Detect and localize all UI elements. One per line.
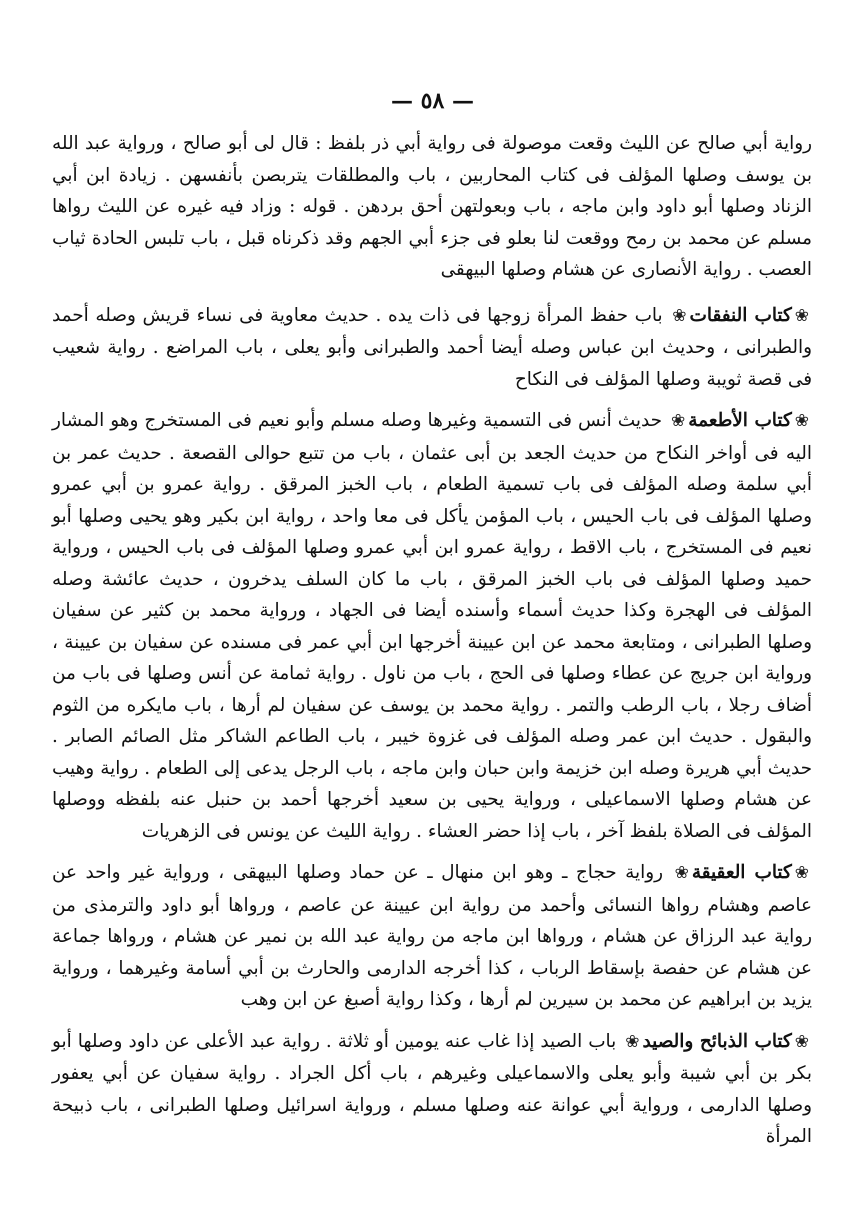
section-title: كتاب الذبائح والصيد: [642, 1030, 792, 1052]
ornament-icon: ❀: [794, 411, 809, 431]
ornament-icon: ❀: [625, 1031, 640, 1052]
ornament-icon: ❀: [672, 305, 687, 326]
ornament-icon: ❀: [794, 1031, 809, 1052]
section-title: كتاب العقيقة: [691, 862, 792, 883]
section-title: كتاب النفقات: [689, 304, 792, 326]
paragraph-book-dhabaih: [52, 1026, 812, 1153]
ornament-icon: ❀: [674, 863, 689, 883]
paragraph-continuation: [52, 128, 812, 286]
paragraph-text: حديث أنس فى التسمية وغيرها وصله مسلم وأبو نعيم فى المستخرج وهو المشار اليه فى أواخر النكاح من حديث الجعد بن أبى عثمان ، باب من تتبع حوالى القصعة . حديث عمر بن أبي سلمة وصله المؤلف فى باب تسمية الطعام ، باب الخبز المرقق . رواية عمرو بن أبي عمرو وصلها المؤلف فى باب الحيس ، باب المؤمن يأكل فى معا واحد ، رواية ابن بكير وهو يحيى وصلها أبو نعيم فى المستخرج ، باب الاقط ، رواية عمرو ابن أبي عمرو وصلها المؤلف فى باب الحيس ، ورواية حميد وصلها المؤلف فى باب الخبز المرقق ، باب ما كان السلف يدخرون ، حديث عائشة وصله المؤلف فى الهجرة وكذا حديث أسماء وأسنده أيضا فى الجهاد ، ورواية محمد بن كثير عن سفيان وصلها الطبرانى ، ومتابعة محمد عن ابن عيينة أخرجها ابن أبي عمر فى مسنده عن سفيان بن عيينة ، ورواية ابن جريج عن عطاء وصلها فى الحج ، باب من ناول . رواية ثمامة عن أنس وصلها فى باب من أضاف رجلا ، باب الرطب والتمر . رواية محمد بن يوسف عن سفيان لم أرها ، باب مايكره من الثوم والبقول . حديث ابن عمر وصله المؤلف فى غزوة خيبر ، باب الطاعم الشاكر مثل الصائم الصابر . حديث أبي هريرة وصله ابن خزيمة وابن حبان وابن ماجه ، باب الرجل يدعى إلى الطعام . رواية وهيب عن هشام وصلها الاسماعيلى ، ورواية يحيى بن سعيد أخرجها أحمد بن حنبل عنه بلفظه ووصلها المؤلف فى الصلاة بلفظ آخر ، باب إذا حضر العشاء . رواية الليث عن يونس فى الزهريات: [52, 410, 812, 842]
paragraph-text: باب الصيد إذا غاب عنه يومين أو ثلاثة . رواية عبد الأعلى عن داود وصلها أبو بكر بن أبي شيبة وأبو يعلى والاسماعيلى وغيرهم ، باب أكل الجراد . رواية سفيان عن أبي يعفور وصلها الدارمى ، ورواية أبي عوانة عنه وصلها مسلم ، ورواية اسرائيل وصلها الطبرانى ، باب ذبيحة المرأة: [52, 1030, 812, 1147]
paragraph-text: باب حفظ المرأة زوجها فى ذات يده . حديث معاوية فى نساء قريش وصله أحمد والطبرانى ، وحديث ابن عباس وصله أيضا أحمد والطبرانى وأبو يعلى ، باب المراضع . رواية شعيب فى قصة ثويبة وصلها المؤلف فى النكاح: [52, 304, 812, 390]
section-title: كتاب الأطعمة: [688, 410, 792, 431]
text-body: [52, 128, 812, 1163]
ornament-icon: ❀: [794, 863, 809, 883]
paragraph-book-aqiqa: [52, 857, 812, 1016]
ornament-icon: ❀: [794, 305, 809, 326]
paragraph-book-nafaqat: [52, 300, 812, 396]
paragraph-book-atima: [52, 405, 812, 847]
page-number: — ٥٨ —: [391, 88, 474, 114]
paragraph-text: رواية حجاج ـ وهو ابن منهال ـ عن حماد وصلها البيهقى ، ورواية غير واحد عن عاصم وهشام رواها النسائى وأحمد من رواية ابن عيينة عن عاصم ، ورواها أبو داود والترمذى من رواية عبد الرزاق عن هشام ، ورواها ابن ماجه من رواية عبد الله بن نمير عن هشام ، ورواها جماعة عن هشام عن حفصة بإسقاط الرباب ، كذا أخرجه الدارمى والحارث بن أبي أسامة وغيرهما ، ورواية يزيد بن ابراهيم عن محمد بن سيرين لم أرها ، وكذا رواية أصبغ عن ابن وهب: [52, 862, 812, 1010]
ornament-icon: ❀: [671, 411, 686, 431]
paragraph-text: رواية أبي صالح عن الليث وقعت موصولة فى رواية أبي ذر بلفظ : قال لى أبو صالح ، ورواية عبد الله بن يوسف وصلها المؤلف فى كتاب المحاربين ، باب والمطلقات يتربصن بأنفسهن . زيادة ابن أبي الزناد وصلها أبو داود وابن ماجه ، باب وبعولتهن أحق بردهن . قوله : وزاد فيه غيره عن الليث رواها مسلم عن محمد بن رمح ووقعت لنا بعلو فى جزء أبي الجهم وقد ذكرناه قبل ، باب تلبس الحادة ثياب العصب . رواية الأنصارى عن هشام وصلها البيهقى: [52, 133, 812, 280]
